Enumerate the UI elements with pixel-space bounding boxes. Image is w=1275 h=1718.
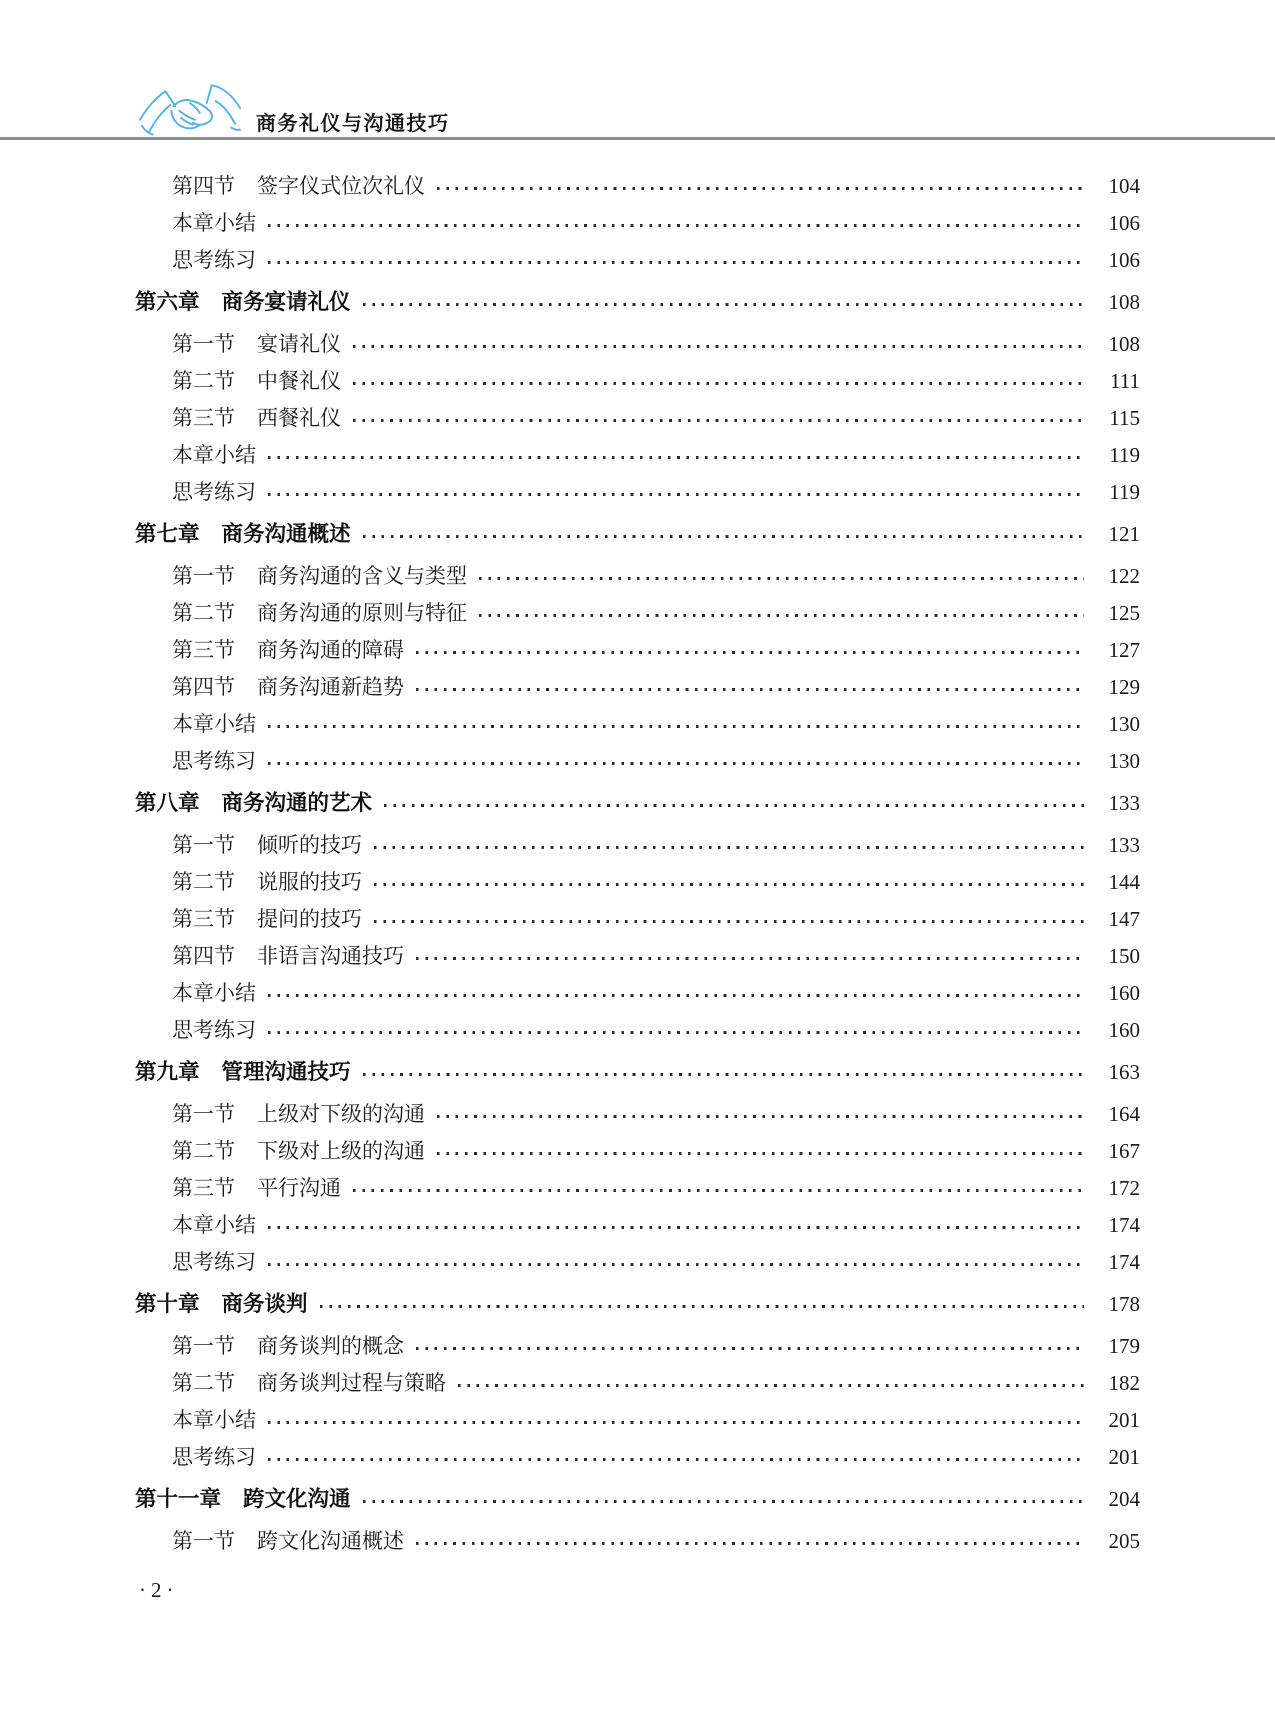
toc-entry-label: 第二节 [172,1139,235,1163]
toc-entry-title: 中餐礼仪 [257,369,341,393]
toc-entry-title: 倾听的技巧 [257,833,362,857]
toc-entry-title: 本章小结 [172,1408,256,1432]
toc-leader-dots [437,187,1084,190]
page-number-footer: ·2· [139,1578,179,1602]
toc-entry [135,1402,1140,1439]
toc-entry-title: 本章小结 [172,712,256,736]
toc-entry [135,632,1140,669]
toc-leader-dots [374,846,1084,849]
toc-entry-title: 本章小结 [172,443,256,467]
toc-page-number: 130 [1108,712,1140,736]
toc-entry [135,516,1140,553]
toc-entry [135,864,1140,901]
toc-page-number: 111 [1110,369,1140,393]
toc-leader-dots [268,224,1084,227]
toc-page-number: 164 [1108,1102,1140,1126]
toc-entry [135,975,1140,1012]
toc-leader-dots [268,456,1084,459]
toc-page-number: 133 [1108,791,1140,815]
toc-entry-title: 商务沟通的含义与类型 [257,564,467,588]
toc-page-number: 150 [1108,944,1140,968]
toc-page-number: 121 [1108,522,1140,546]
toc-leader-dots [458,1384,1084,1387]
toc-page-number: 172 [1108,1176,1140,1200]
toc-leader-dots [268,1263,1084,1266]
toc-entry-label: 第一节 [172,1529,235,1553]
toc-entry-title: 跨文化沟通 [243,1487,351,1511]
toc-leader-dots [268,762,1084,765]
toc-leader-dots [363,1073,1084,1076]
table-of-contents [135,168,1140,1560]
toc-entry-label: 第四节 [172,944,235,968]
toc-leader-dots [363,303,1084,306]
toc-leader-dots [479,577,1084,580]
toc-leader-dots [268,261,1084,264]
toc-page-number: 119 [1109,443,1140,467]
toc-page-number: 122 [1108,564,1140,588]
toc-entry-title: 西餐礼仪 [257,406,341,430]
toc-entry-label: 第三节 [172,907,235,931]
toc-entry [135,706,1140,743]
toc-entry [135,1054,1140,1091]
toc-entry-label: 第二节 [172,601,235,625]
toc-entry [135,205,1140,242]
toc-entry [135,1012,1140,1049]
toc-leader-dots [353,419,1084,422]
toc-entry [135,785,1140,822]
toc-entry-title: 思考练习 [172,749,256,773]
toc-entry-title: 商务沟通新趋势 [257,675,404,699]
toc-leader-dots [268,493,1084,496]
toc-entry-label: 第十一章 [135,1487,222,1511]
toc-entry-label: 第三节 [172,1176,235,1200]
toc-page-number: 201 [1108,1408,1140,1432]
toc-page-number: 160 [1108,1018,1140,1042]
toc-entry-label: 第一节 [172,332,235,356]
toc-entry-title: 思考练习 [172,248,256,272]
toc-entry [135,1096,1140,1133]
toc-entry-title: 跨文化沟通概述 [257,1529,404,1553]
toc-leader-dots [268,1458,1084,1461]
toc-entry [135,1439,1140,1476]
toc-leader-dots [353,1189,1084,1192]
toc-entry-title: 管理沟通技巧 [221,1060,351,1084]
toc-leader-dots [363,535,1084,538]
toc-page-number: 178 [1108,1292,1140,1316]
toc-page-number: 204 [1108,1487,1140,1511]
toc-entry [135,242,1140,279]
toc-page-number: 174 [1108,1250,1140,1274]
toc-entry [135,1328,1140,1365]
toc-page-number: 205 [1108,1529,1140,1553]
toc-page-number: 174 [1108,1213,1140,1237]
toc-page-number: 108 [1108,290,1140,314]
toc-entry-label: 第十章 [135,1292,200,1316]
toc-entry [135,938,1140,975]
toc-page-number: 182 [1108,1371,1140,1395]
toc-entry [135,1365,1140,1402]
toc-entry [135,1523,1140,1560]
toc-page-number: 108 [1108,332,1140,356]
toc-entry-title: 本章小结 [172,981,256,1005]
toc-entry-label: 第一节 [172,1334,235,1358]
toc-entry [135,284,1140,321]
toc-leader-dots [374,920,1084,923]
toc-page-number: 163 [1108,1060,1140,1084]
toc-page-number: 130 [1108,749,1140,773]
toc-entry-label: 第三节 [172,638,235,662]
toc-leader-dots [268,1226,1084,1229]
toc-leader-dots [268,994,1084,997]
toc-entry-label: 第二节 [172,870,235,894]
toc-entry [135,474,1140,511]
toc-entry-label: 第二节 [172,1371,235,1395]
toc-leader-dots [353,345,1084,348]
toc-entry [135,400,1140,437]
toc-page-number: 106 [1108,211,1140,235]
toc-entry-label: 第七章 [135,522,200,546]
toc-entry-title: 商务谈判的概念 [257,1334,404,1358]
toc-entry-title: 平行沟通 [257,1176,341,1200]
toc-entry [135,743,1140,780]
toc-entry-label: 第四节 [172,675,235,699]
toc-entry [135,168,1140,205]
toc-entry-title: 思考练习 [172,1018,256,1042]
toc-entry-title: 上级对下级的沟通 [257,1102,425,1126]
toc-entry [135,363,1140,400]
toc-entry-title: 本章小结 [172,211,256,235]
toc-entry-title: 签字仪式位次礼仪 [257,174,425,198]
toc-entry-label: 第三节 [172,406,235,430]
toc-leader-dots [416,1347,1084,1350]
toc-page-number: 147 [1108,907,1140,931]
book-title: 商务礼仪与沟通技巧 [256,113,450,135]
toc-page-number: 201 [1108,1445,1140,1469]
toc-leader-dots [416,688,1084,691]
toc-entry-label: 第一节 [172,564,235,588]
toc-page-number: 179 [1108,1334,1140,1358]
handshake-logo-icon [136,78,244,138]
toc-leader-dots [437,1152,1084,1155]
toc-page-number: 119 [1109,480,1140,504]
toc-entry-title: 商务沟通的障碍 [257,638,404,662]
toc-leader-dots [268,1421,1084,1424]
toc-entry-title: 思考练习 [172,1445,256,1469]
toc-page-number: 133 [1108,833,1140,857]
toc-entry-title: 商务谈判过程与策略 [257,1371,446,1395]
toc-entry [135,326,1140,363]
toc-page-number: 115 [1109,406,1140,430]
toc-leader-dots [384,804,1084,807]
toc-leader-dots [416,1542,1084,1545]
toc-entry-title: 商务沟通的艺术 [221,791,373,815]
toc-entry-label: 第九章 [135,1060,200,1084]
toc-entry-title: 思考练习 [172,480,256,504]
toc-leader-dots [320,1305,1084,1308]
toc-entry-title: 商务沟通的原则与特征 [257,601,467,625]
toc-entry [135,669,1140,706]
toc-entry-title: 说服的技巧 [257,870,362,894]
toc-leader-dots [374,883,1084,886]
header-divider [0,137,1275,140]
toc-leader-dots [353,382,1084,385]
toc-entry-title: 下级对上级的沟通 [257,1139,425,1163]
toc-entry-label: 第一节 [172,1102,235,1126]
toc-entry [135,437,1140,474]
toc-entry-title: 商务谈判 [221,1292,308,1316]
toc-page-number: 125 [1108,601,1140,625]
toc-page-number: 104 [1108,174,1140,198]
toc-entry-label: 第六章 [135,290,200,314]
toc-entry [135,1286,1140,1323]
toc-entry-title: 商务宴请礼仪 [221,290,351,314]
toc-leader-dots [437,1115,1084,1118]
toc-leader-dots [268,725,1084,728]
toc-entry-label: 第二节 [172,369,235,393]
toc-page-number: 129 [1108,675,1140,699]
toc-entry-title: 商务沟通概述 [221,522,351,546]
toc-page-number: 144 [1108,870,1140,894]
toc-entry-label: 第八章 [135,791,200,815]
toc-entry-label: 第四节 [172,174,235,198]
toc-entry-label: 第一节 [172,833,235,857]
toc-entry-title: 宴请礼仪 [257,332,341,356]
toc-entry-title: 思考练习 [172,1250,256,1274]
toc-leader-dots [416,651,1084,654]
toc-entry [135,901,1140,938]
toc-entry-title: 非语言沟通技巧 [257,944,404,968]
toc-entry [135,827,1140,864]
toc-entry [135,1133,1140,1170]
toc-page-number: 106 [1108,248,1140,272]
toc-entry [135,1244,1140,1281]
toc-leader-dots [479,614,1084,617]
toc-leader-dots [416,957,1084,960]
toc-leader-dots [363,1500,1084,1503]
toc-page-number: 160 [1108,981,1140,1005]
toc-page-number: 167 [1108,1139,1140,1163]
toc-entry [135,1207,1140,1244]
toc-entry [135,558,1140,595]
toc-entry [135,1170,1140,1207]
toc-page-number: 127 [1108,638,1140,662]
toc-entry-title: 本章小结 [172,1213,256,1237]
toc-entry [135,595,1140,632]
toc-leader-dots [268,1031,1084,1034]
toc-entry [135,1481,1140,1518]
toc-entry-title: 提问的技巧 [257,907,362,931]
